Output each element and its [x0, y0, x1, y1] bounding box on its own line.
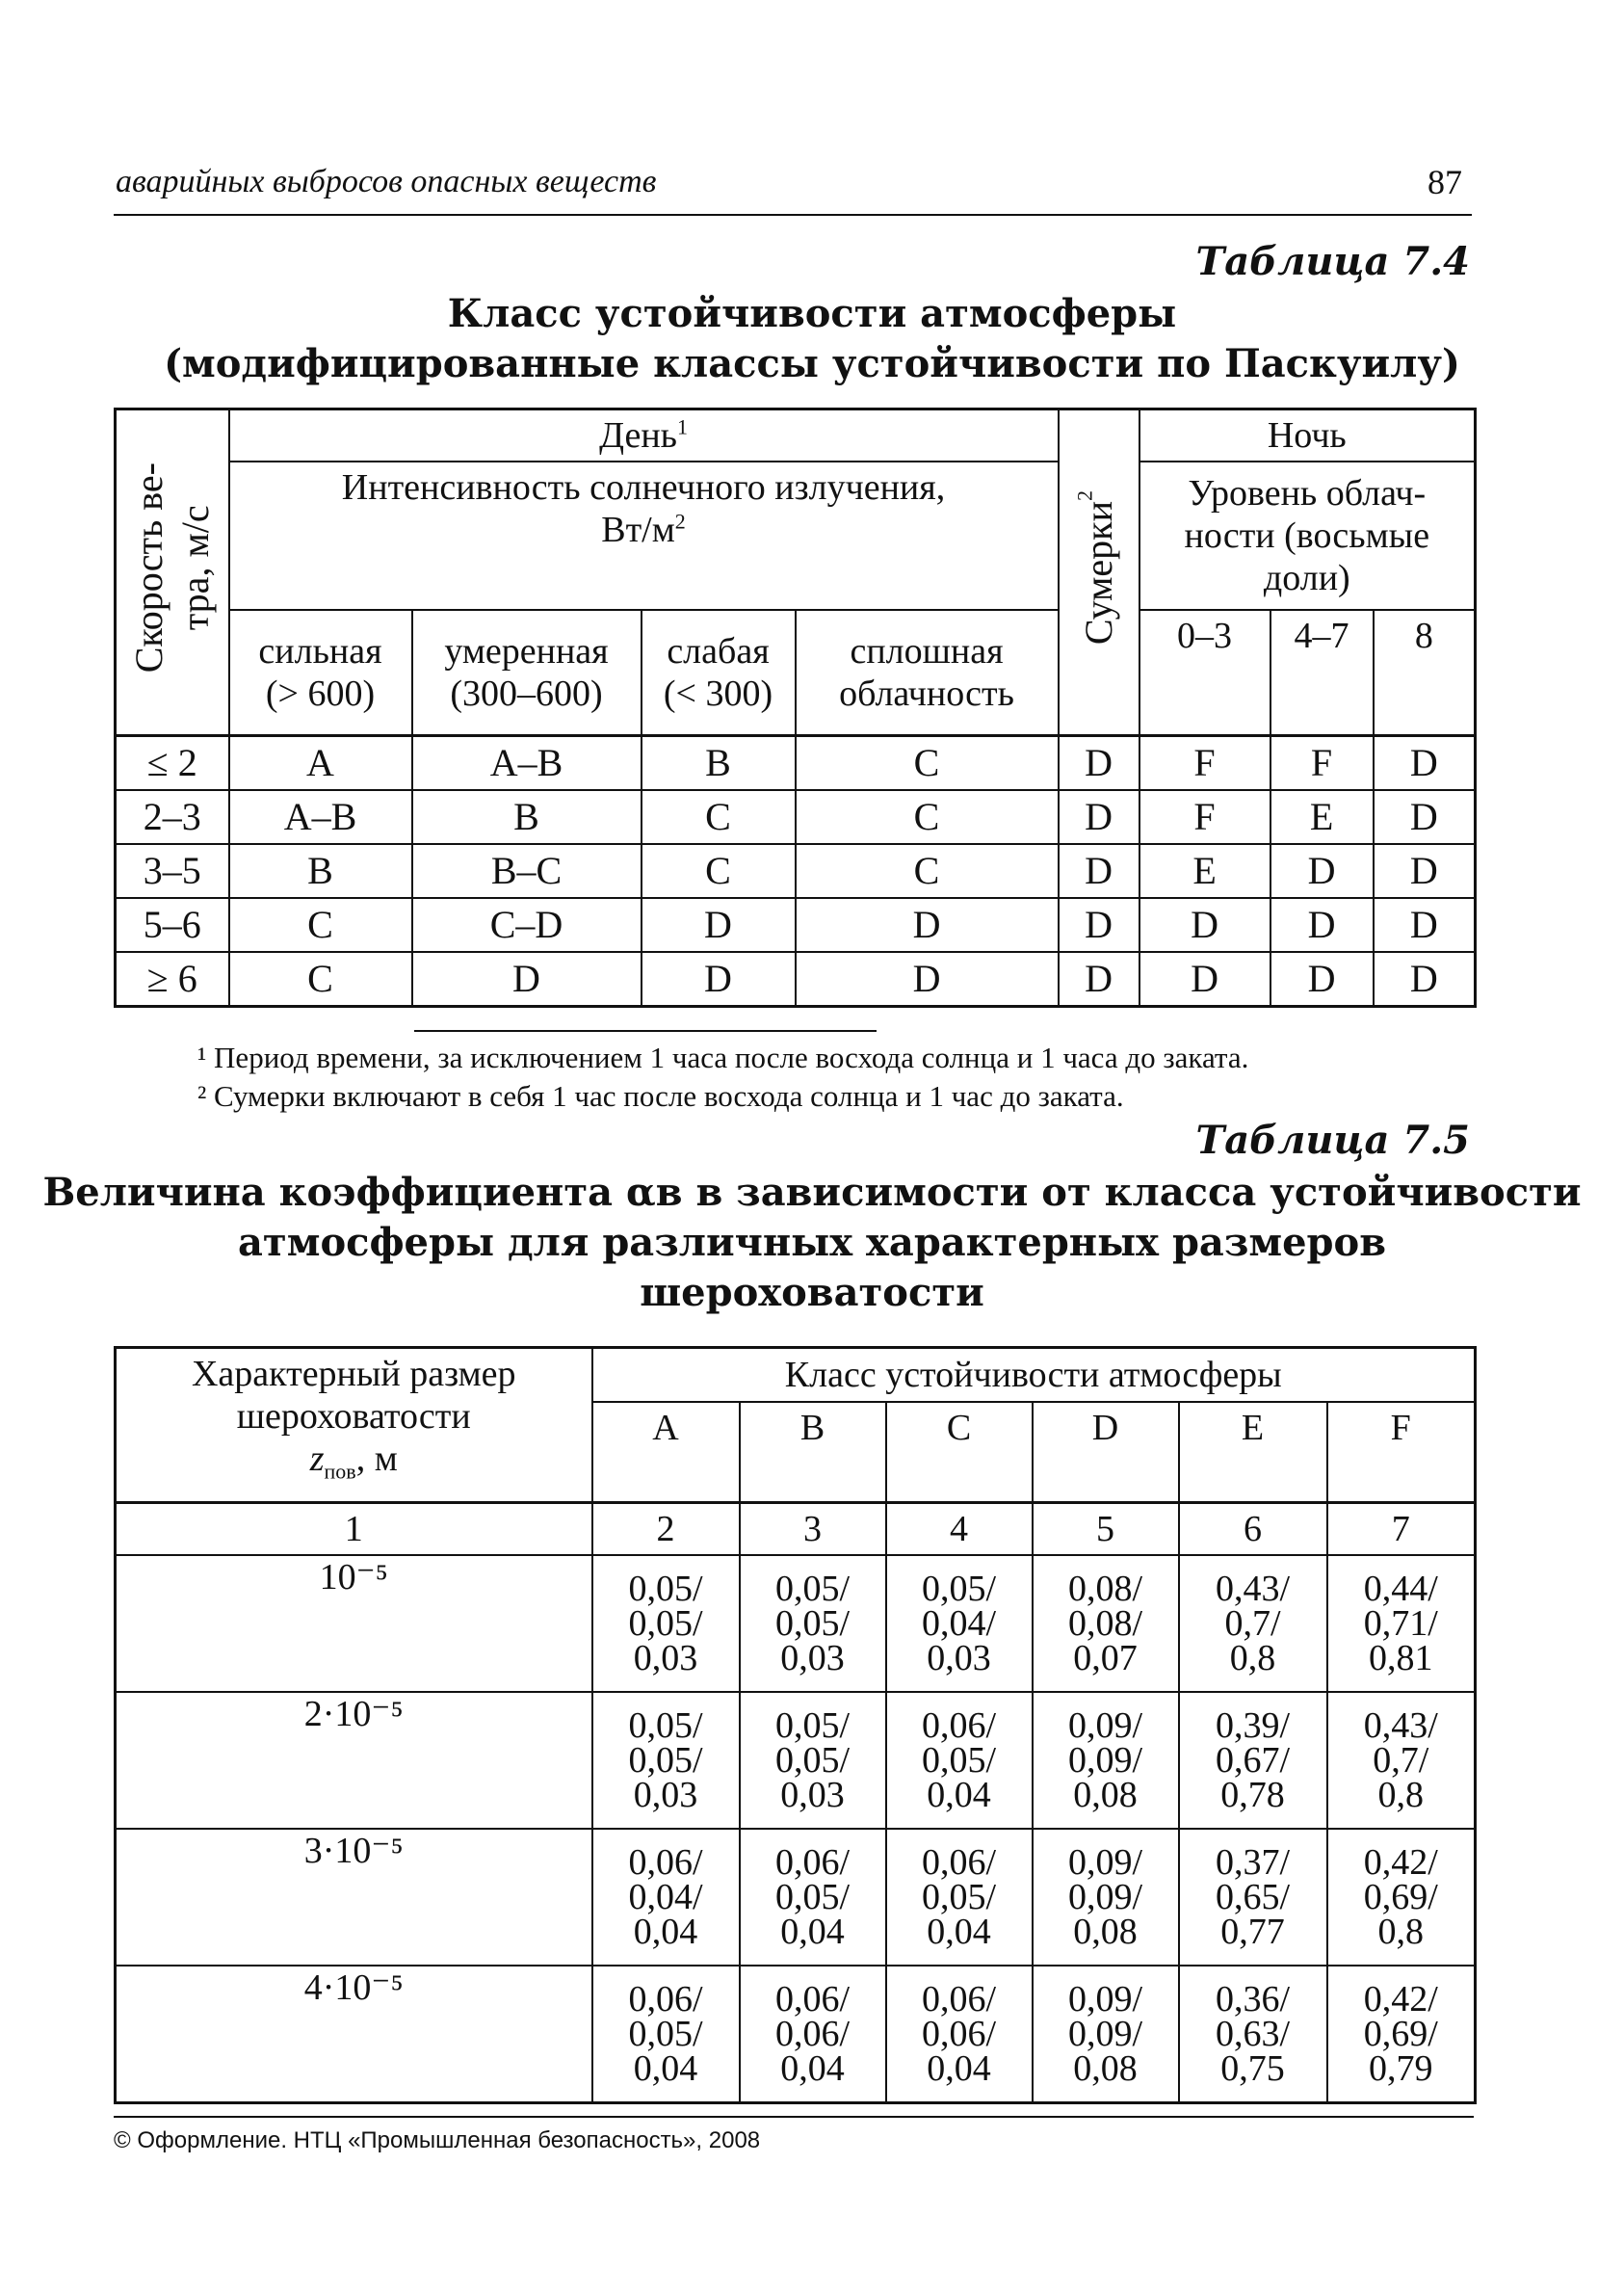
stability-class-cell: F — [1139, 790, 1270, 844]
stability-class-cell: D — [1139, 898, 1270, 952]
stability-class-cell: C — [796, 790, 1059, 844]
wind-speed-cell: ≥ 6 — [116, 952, 229, 1007]
stability-class-cell: C — [229, 952, 412, 1007]
sub-overcast-l1: сплошная — [850, 631, 1004, 672]
intensity-header — [229, 462, 1059, 610]
alpha-value-part: 0,06/ — [774, 1842, 851, 1883]
alpha-value-cell — [1033, 1692, 1179, 1829]
class-letter-cell: C — [886, 1402, 1033, 1503]
speed-header — [116, 409, 229, 736]
alpha-value-part: 0,65/ — [1215, 1877, 1291, 1917]
alpha-value-cell — [1327, 1966, 1476, 2103]
stability-row — [116, 952, 1476, 1007]
alpha-value-part: 0,05/ — [628, 1569, 703, 1609]
stability-class-cell: C — [796, 844, 1059, 898]
alpha-value-part: 0,08 — [1073, 1912, 1138, 1952]
alpha-value-part: 0,42/ — [1363, 1979, 1438, 2019]
alpha-value-part: 0,09/ — [1067, 2014, 1143, 2054]
stability-class-cell: D — [1374, 898, 1476, 952]
alpha-value-part: 0,04 — [927, 1912, 991, 1952]
alpha-value-part: 0,03 — [780, 1638, 845, 1678]
stability-class-cell: C–D — [412, 898, 642, 952]
class-header: Класс устойчивости атмосферы — [592, 1348, 1476, 1403]
alpha-value-part: 0,69/ — [1363, 1877, 1438, 1917]
alpha-value-cell — [1327, 1555, 1476, 1692]
alpha-value-part: 0,69/ — [1363, 2014, 1438, 2054]
footnote-rule — [414, 1030, 877, 1032]
stability-class-table — [114, 408, 1477, 1008]
stability-class-cell: D — [1139, 952, 1270, 1007]
class-letter-cell: D — [1033, 1402, 1179, 1503]
alpha-value-cell — [1033, 1829, 1179, 1966]
alpha-value-part: 0,09/ — [1067, 1842, 1143, 1883]
rough-line3 — [117, 1438, 591, 1493]
alpha-value-part: 0,05/ — [921, 1740, 997, 1781]
night-sub-1: 4–7 — [1270, 610, 1374, 736]
alpha-value-cell — [740, 1829, 886, 1966]
alpha-value-part: 0,09/ — [1067, 1740, 1143, 1781]
day-sup: 1 — [676, 414, 688, 439]
stability-class-cell: D — [642, 952, 796, 1007]
footnote-2: ² Сумерки включают в себя 1 час после восхода солнца и 1 час до заката. — [197, 1079, 1124, 1113]
alpha-value-part: 0,37/ — [1215, 1842, 1291, 1883]
column-number-cell: 4 — [886, 1503, 1033, 1556]
cloud-header — [1139, 462, 1476, 610]
alpha-value-part: 0,78 — [1220, 1775, 1285, 1815]
alpha-value-part: 0,08/ — [1067, 1569, 1143, 1609]
column-number-cell: 2 — [592, 1503, 740, 1556]
stability-class-cell: D — [642, 898, 796, 952]
stability-class-cell: B — [412, 790, 642, 844]
night-sub-0: 0–3 — [1139, 610, 1270, 736]
table-7-5-title-line1: Величина коэффициента αв в зависимости от класса устойчивости — [42, 1170, 1582, 1215]
stability-class-cell: C — [796, 736, 1059, 791]
speed-header-label: Скорость ве- тра, м/с — [126, 462, 217, 673]
alpha-value-part: 0,05/ — [628, 1740, 703, 1781]
alpha-value-part: 0,05/ — [774, 1569, 851, 1609]
stability-row — [116, 736, 1476, 791]
table-7-5-title-line3: шероховатости — [640, 1270, 984, 1315]
alpha-value-part: 0,77 — [1220, 1912, 1285, 1952]
stability-class-cell: D — [1270, 844, 1374, 898]
table-7-4-title — [0, 289, 1624, 389]
alpha-value-part: 0,06/ — [921, 1705, 997, 1746]
wind-speed-cell: 2–3 — [116, 790, 229, 844]
alpha-value-part: 0,04 — [633, 1912, 698, 1952]
alpha-value-part: 0,08 — [1073, 2048, 1138, 2089]
alpha-value-part: 0,09/ — [1067, 1979, 1143, 2019]
stability-class-cell: D — [1059, 898, 1139, 952]
table-7-4-title-line1: Класс устойчивости атмосферы — [447, 291, 1177, 336]
intensity-line1: Интенсивность солнечного излучения, — [341, 467, 946, 508]
class-letter-cell: A — [592, 1402, 740, 1503]
roughness-row — [116, 1829, 1476, 1966]
alpha-value-part: 0,67/ — [1215, 1740, 1291, 1781]
roughness-row — [116, 1692, 1476, 1829]
alpha-value-part: 0,81 — [1369, 1638, 1433, 1678]
wind-speed-cell: ≤ 2 — [116, 736, 229, 791]
day-label: День — [599, 415, 677, 456]
table-7-5-title — [0, 1168, 1624, 1318]
table-7-5-caption: Таблица 7.5 — [1195, 1118, 1470, 1163]
stability-class-cell: B — [642, 736, 796, 791]
stability-class-cell: D — [1059, 844, 1139, 898]
stability-class-cell: F — [1139, 736, 1270, 791]
alpha-value-part: 0,03 — [633, 1638, 698, 1678]
stability-class-cell: B — [229, 844, 412, 898]
wind-speed-cell: 3–5 — [116, 844, 229, 898]
stability-class-cell: E — [1139, 844, 1270, 898]
stability-class-cell: D — [1270, 898, 1374, 952]
alpha-value-part: 0,04 — [780, 2048, 845, 2089]
stability-class-cell: E — [1270, 790, 1374, 844]
class-letter-cell: F — [1327, 1402, 1476, 1503]
roughness-value-cell: 10⁻⁵ — [116, 1555, 592, 1692]
stability-class-cell: A–B — [229, 790, 412, 844]
alpha-value-part: 0,08 — [1073, 1775, 1138, 1815]
rough-line2: шероховатости — [236, 1396, 471, 1437]
stability-row — [116, 844, 1476, 898]
alpha-value-part: 0,04 — [633, 2048, 698, 2089]
wind-speed-cell: 5–6 — [116, 898, 229, 952]
class-letter-cell: B — [740, 1402, 886, 1503]
alpha-value-part: 0,8 — [1377, 1775, 1424, 1815]
alpha-value-part: 0,03 — [780, 1775, 845, 1815]
sub-strong-l2: (> 600) — [265, 673, 376, 714]
stability-class-cell: C — [642, 844, 796, 898]
cloud-line2: ности (восьмые — [1184, 515, 1430, 556]
alpha-value-cell — [886, 1829, 1033, 1966]
alpha-value-part: 0,8 — [1377, 1912, 1424, 1952]
column-number-cell: 1 — [116, 1503, 592, 1556]
stability-class-cell: A–B — [412, 736, 642, 791]
roughness-row — [116, 1555, 1476, 1692]
sub-weak — [642, 610, 796, 736]
alpha-value-part: 0,04/ — [628, 1877, 703, 1917]
alpha-value-part: 0,09/ — [1067, 1877, 1143, 1917]
night-sub-2: 8 — [1374, 610, 1476, 736]
rough-z: z — [309, 1439, 325, 1479]
roughness-value-cell: 4·10⁻⁵ — [116, 1966, 592, 2103]
alpha-value-cell — [1179, 1555, 1327, 1692]
table-7-5-title-line2: атмосферы для различных характерных размеров — [238, 1220, 1386, 1265]
alpha-value-part: 0,05/ — [774, 1603, 851, 1644]
alpha-value-part: 0,03 — [927, 1638, 991, 1678]
stability-class-cell: D — [796, 898, 1059, 952]
alpha-value-part: 0,7/ — [1373, 1740, 1429, 1781]
alpha-value-cell — [1033, 1966, 1179, 2103]
column-number-cell: 6 — [1179, 1503, 1327, 1556]
alpha-value-cell — [592, 1966, 740, 2103]
column-number-cell: 7 — [1327, 1503, 1476, 1556]
alpha-value-part: 0,06/ — [921, 2014, 997, 2054]
sub-strong-l1: сильная — [258, 631, 382, 672]
alpha-value-part: 0,06/ — [774, 2014, 851, 2054]
stability-class-cell: C — [229, 898, 412, 952]
alpha-value-cell — [1179, 1966, 1327, 2103]
alpha-value-cell — [1179, 1692, 1327, 1829]
alpha-value-part: 0,06/ — [921, 1979, 997, 2019]
alpha-value-part: 0,07 — [1073, 1638, 1138, 1678]
alpha-value-part: 0,06/ — [628, 1979, 703, 2019]
stability-class-cell: D — [1270, 952, 1374, 1007]
running-title: аварийных выбросов опасных веществ — [116, 164, 657, 199]
intensity-line2-wrap — [230, 509, 1058, 551]
stability-class-cell: D — [412, 952, 642, 1007]
cloud-line3: доли) — [1263, 558, 1350, 598]
alpha-value-part: 0,05/ — [628, 2014, 703, 2054]
alpha-value-cell — [592, 1829, 740, 1966]
column-number-cell: 3 — [740, 1503, 886, 1556]
alpha-value-part: 0,71/ — [1363, 1603, 1438, 1644]
sub-overcast-l2: облачность — [839, 673, 1014, 714]
copyright: © Оформление. НТЦ «Промышленная безопасность», 2008 — [114, 2127, 761, 2153]
stability-class-cell: D — [1374, 952, 1476, 1007]
footnote-1: ¹ Период времени, за исключением 1 часа после восхода солнца и 1 часа до заката. — [197, 1041, 1249, 1074]
alpha-value-part: 0,75 — [1220, 2048, 1285, 2089]
alpha-value-part: 0,04 — [927, 2048, 991, 2089]
alpha-value-part: 0,7/ — [1224, 1603, 1281, 1644]
sub-weak-l1: слабая — [667, 631, 770, 672]
alpha-value-cell — [592, 1555, 740, 1692]
alpha-value-cell — [886, 1966, 1033, 2103]
alpha-value-part: 0,36/ — [1215, 1979, 1291, 2019]
sub-overcast — [796, 610, 1059, 736]
alpha-value-cell — [1327, 1692, 1476, 1829]
alpha-value-part: 0,04 — [927, 1775, 991, 1815]
stability-row — [116, 790, 1476, 844]
alpha-value-part: 0,06/ — [628, 1842, 703, 1883]
alpha-value-cell — [592, 1692, 740, 1829]
day-header — [229, 409, 1059, 462]
column-number-cell: 5 — [1033, 1503, 1179, 1556]
alpha-value-cell — [1179, 1829, 1327, 1966]
alpha-value-part: 0,42/ — [1363, 1842, 1438, 1883]
alpha-value-cell — [1033, 1555, 1179, 1692]
intensity-sup: 2 — [674, 509, 686, 534]
stability-class-cell: D — [1059, 736, 1139, 791]
stability-class-cell: D — [1059, 952, 1139, 1007]
alpha-value-part: 0,05/ — [628, 1705, 703, 1746]
roughness-value-cell: 2·10⁻⁵ — [116, 1692, 592, 1829]
alpha-value-part: 0,05/ — [628, 1603, 703, 1644]
alpha-value-cell — [886, 1692, 1033, 1829]
alpha-value-part: 0,39/ — [1215, 1705, 1291, 1746]
alpha-value-part: 0,04 — [780, 1912, 845, 1952]
alpha-value-part: 0,79 — [1369, 2048, 1433, 2089]
night-header: Ночь — [1139, 409, 1476, 462]
table-7-4-title-line2: (модифицированные классы устойчивости по Паскуилу) — [164, 341, 1460, 386]
alpha-value-part: 0,05/ — [774, 1705, 851, 1746]
alpha-value-part: 0,43/ — [1363, 1705, 1438, 1746]
alpha-value-part: 0,44/ — [1363, 1569, 1438, 1609]
sub-moderate — [412, 610, 642, 736]
alpha-value-part: 0,8 — [1229, 1638, 1276, 1678]
page-number: 87 — [1428, 163, 1462, 201]
alpha-value-cell — [886, 1555, 1033, 1692]
alpha-coefficient-table — [114, 1346, 1477, 2104]
alpha-value-cell — [740, 1555, 886, 1692]
twilight-label: Сумерки — [1076, 500, 1120, 646]
stability-class-cell: F — [1270, 736, 1374, 791]
footer-rule — [114, 2116, 1474, 2118]
alpha-value-part: 0,09/ — [1067, 1705, 1143, 1746]
roughness-value-cell: 3·10⁻⁵ — [116, 1829, 592, 1966]
table-7-4-body — [116, 736, 1476, 1007]
twilight-sup: 2 — [1072, 489, 1097, 501]
cloud-line1: Уровень облач- — [1188, 473, 1427, 514]
alpha-value-part: 0,04/ — [921, 1603, 997, 1644]
rough-sub: пов — [324, 1459, 356, 1484]
alpha-value-part: 0,63/ — [1215, 2014, 1291, 2054]
class-letter-cell: E — [1179, 1402, 1327, 1503]
alpha-value-cell — [1327, 1829, 1476, 1966]
stability-class-cell: C — [642, 790, 796, 844]
roughness-row — [116, 1966, 1476, 2103]
header-rule — [114, 214, 1472, 216]
alpha-value-part: 0,05/ — [921, 1877, 997, 1917]
alpha-value-part: 0,06/ — [774, 1979, 851, 2019]
alpha-value-cell — [740, 1692, 886, 1829]
sub-weak-l2: (< 300) — [663, 673, 773, 714]
alpha-value-part: 0,05/ — [921, 1569, 997, 1609]
stability-class-cell: D — [1374, 790, 1476, 844]
sub-strong — [229, 610, 412, 736]
roughness-header — [116, 1348, 592, 1503]
alpha-value-part: 0,43/ — [1215, 1569, 1291, 1609]
column-numbers-row — [116, 1503, 1476, 1556]
rough-unit: , м — [355, 1439, 398, 1479]
alpha-value-part: 0,05/ — [774, 1877, 851, 1917]
sub-moderate-l2: (300–600) — [450, 673, 603, 714]
alpha-value-part: 0,08/ — [1067, 1603, 1143, 1644]
stability-class-cell: B–C — [412, 844, 642, 898]
twilight-header — [1059, 409, 1139, 736]
alpha-value-cell — [740, 1966, 886, 2103]
stability-class-cell: A — [229, 736, 412, 791]
stability-class-cell: D — [1374, 736, 1476, 791]
stability-class-cell: D — [1059, 790, 1139, 844]
alpha-value-part: 0,05/ — [774, 1740, 851, 1781]
alpha-value-part: 0,03 — [633, 1775, 698, 1815]
sub-moderate-l1: умеренная — [444, 631, 609, 672]
table-7-5-body — [116, 1555, 1476, 2103]
table-7-4-caption: Таблица 7.4 — [1195, 239, 1470, 284]
rough-line1: Характерный размер — [191, 1354, 516, 1394]
twilight-label-wrap — [1072, 489, 1122, 646]
intensity-line2: Вт/м — [601, 510, 675, 550]
alpha-value-part: 0,06/ — [921, 1842, 997, 1883]
stability-row — [116, 898, 1476, 952]
stability-class-cell: D — [796, 952, 1059, 1007]
stability-class-cell: D — [1374, 844, 1476, 898]
